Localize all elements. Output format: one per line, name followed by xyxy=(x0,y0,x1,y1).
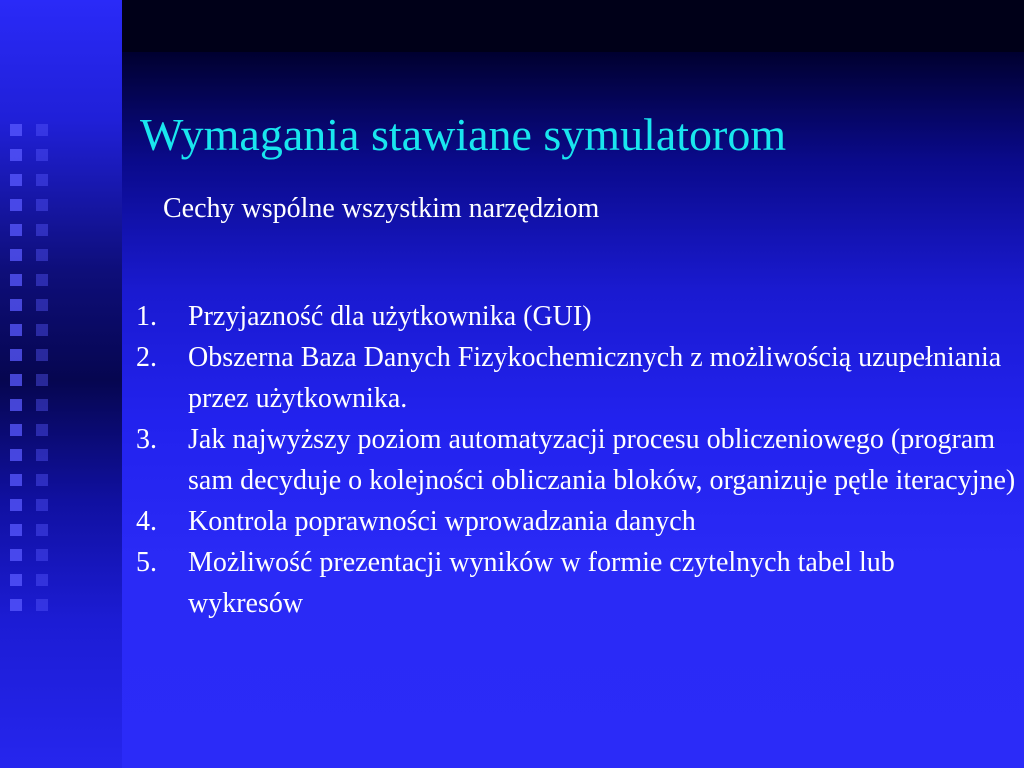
list-item xyxy=(136,296,1016,337)
top-decorative-band xyxy=(122,0,1024,52)
slide-subtitle: Cechy wspólne wszystkim narzędziom xyxy=(163,193,600,224)
list-item-number: 3. xyxy=(136,424,157,455)
requirements-list xyxy=(136,296,1016,624)
list-item xyxy=(136,542,1016,624)
list-item-text: Przyjazność dla użytkownika (GUI) xyxy=(188,301,592,332)
list-item-text: Obszerna Baza Danych Fizykochemicznych z możliwością uzupełniania przez użytkownika. xyxy=(188,342,1002,414)
list-item xyxy=(136,337,1016,419)
list-item-text: Możliwość prezentacji wyników w formie czytelnych tabel lub wykresów xyxy=(188,547,895,619)
slide-title: Wymagania stawiane symulatorom xyxy=(140,109,787,160)
decorative-squares-right xyxy=(36,124,48,624)
list-item xyxy=(136,419,1016,501)
list-item-number: 1. xyxy=(136,301,157,332)
list-item-number: 4. xyxy=(136,506,157,537)
left-decorative-band xyxy=(0,0,122,768)
decorative-squares-left xyxy=(10,124,22,624)
list-item-number: 5. xyxy=(136,547,157,578)
list-item-text: Kontrola poprawności wprowadzania danych xyxy=(188,506,696,537)
list-item-text: Jak najwyższy poziom automatyzacji procesu obliczeniowego (program sam decyduje o kolejności obliczania bloków, organizuje pętle iteracyjne) xyxy=(188,424,1016,496)
list-item xyxy=(136,501,1016,542)
list-item-number: 2. xyxy=(136,342,157,373)
